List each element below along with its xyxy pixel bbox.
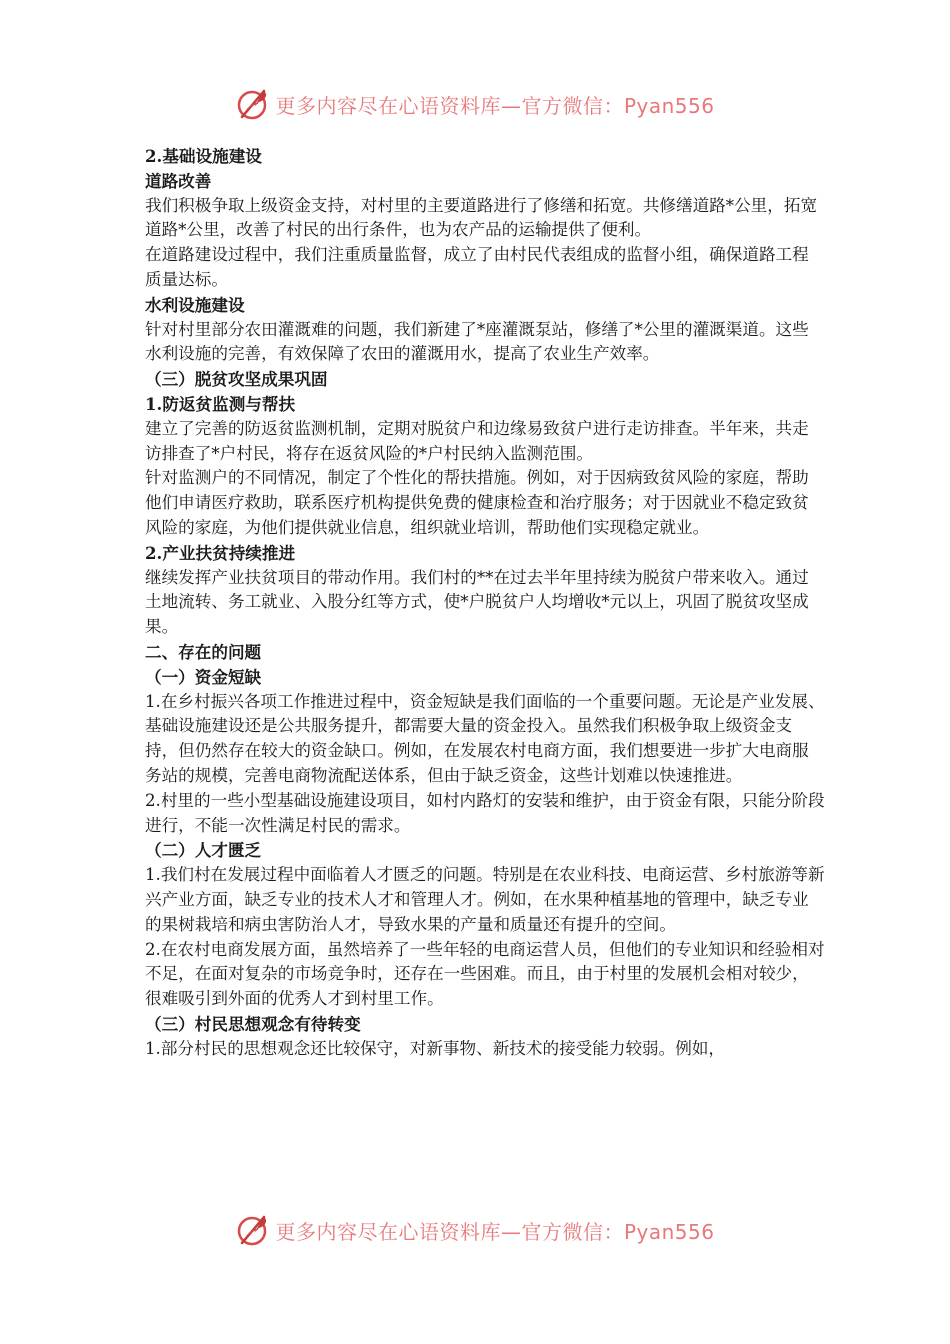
section-heading: 2.产业扶贫持续推进	[145, 542, 296, 563]
section-heading: （二）人才匮乏	[145, 840, 262, 861]
header-banner	[0, 84, 950, 124]
quill-logo-icon	[235, 1212, 271, 1248]
paragraph: 2.在农村电商发展方面，虽然培养了一些年轻的电商运营人员，但他们的专业知识和经验相对不足，在面对复杂的市场竞争时，还存在一些困难。而且，由于村里的发展机会相对较少，很难吸引到外面的优秀人才到村里工作。	[145, 939, 825, 1009]
banner-text: 更多内容尽在心语资料库—官方微信：Pyan556	[275, 1219, 715, 1244]
paragraph: 1.在乡村振兴各项工作推进过程中，资金短缺是我们面临的一个重要问题。无论是产业发展、基础设施建设还是公共服务提升，都需要大量的资金投入。虽然我们积极争取上级资金支持，但仍然存在较大的资金缺口。例如，在发展农村电商方面，我们想要进一步扩大电商服务站的规模，完善电商物流配送体系，但由于缺乏资金，这些计划难以快速推进。	[145, 691, 825, 785]
paragraph: 2.村里的一些小型基础设施建设项目，如村内路灯的安装和维护，由于资金有限，只能分阶段进行，不能一次性满足村民的需求。	[145, 790, 825, 835]
paragraph: 在道路建设过程中，我们注重质量监督，成立了由村民代表组成的监督小组，确保道路工程质量达标。	[145, 245, 809, 289]
quill-logo-icon	[235, 86, 271, 122]
paragraph: 针对村里部分农田灌溉难的问题，我们新建了*座灌溉泵站，修缮了*公里的灌溉渠道。这些水利设施的完善，有效保障了农田的灌溉用水，提高了农业生产效率。	[145, 319, 809, 364]
paragraph: 1.我们村在发展过程中面临着人才匮乏的问题。特别是在农业科技、电商运营、乡村旅游等新兴产业方面，缺乏专业的技术人才和管理人才。例如，在水果种植基地的管理中，缺乏专业的果树栽培和病虫害防治人才，导致水果的产量和质量还有提升的空间。	[145, 865, 825, 934]
section-heading: （一）资金短缺	[145, 666, 262, 687]
paragraph: 我们积极争取上级资金支持，对村里的主要道路进行了修缮和拓宽。共修缮道路*公里，拓宽道路*公里，改善了村民的出行条件，也为农产品的运输提供了便利。	[145, 195, 818, 240]
document-body	[145, 144, 825, 1061]
paragraph: 1.部分村民的思想观念还比较保守，对新事物、新技术的接受能力较弱。例如，	[145, 1038, 726, 1058]
section-heading: 二、存在的问题	[145, 641, 262, 662]
footer-banner	[0, 1210, 950, 1250]
paragraph: 针对监测户的不同情况，制定了个性化的帮扶措施。例如，对于因病致贫风险的家庭，帮助他们申请医疗救助，联系医疗机构提供免费的健康检查和治疗服务；对于因就业不稳定致贫风险的家庭，为他们提供就业信息，组织就业培训，帮助他们实现稳定就业。	[145, 468, 809, 537]
section-heading: 道路改善	[145, 170, 212, 191]
section-heading: （三）村民思想观念有待转变	[145, 1013, 361, 1034]
section-heading: 水利设施建设	[145, 294, 245, 315]
banner-text: 更多内容尽在心语资料库—官方微信：Pyan556	[275, 93, 715, 118]
paragraph: 继续发挥产业扶贫项目的带动作用。我们村的**在过去半年里持续为脱贫户带来收入。通过土地流转、务工就业、入股分红等方式，使*户脱贫户人均增收*元以上，巩固了脱贫攻坚成果。	[145, 567, 809, 637]
paragraph: 建立了完善的防返贫监测机制，定期对脱贫户和边缘易致贫户进行走访排查。半年来，共走访排查了*户村民，将存在返贫风险的*户村民纳入监测范围。	[145, 418, 809, 463]
section-heading: 2.基础设施建设	[145, 146, 262, 166]
section-heading: 1.防返贫监测与帮扶	[145, 393, 296, 414]
section-heading: （三）脱贫攻坚成果巩固	[145, 369, 328, 390]
